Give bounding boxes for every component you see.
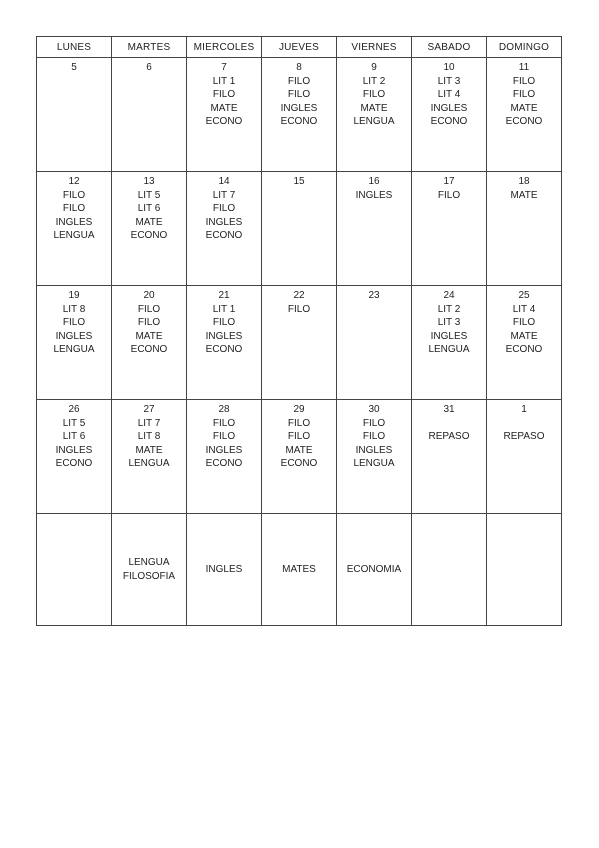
subject-entry: FILO	[287, 417, 311, 429]
subject-entry: FILO	[62, 189, 86, 201]
subject-entry: MATE	[135, 444, 163, 456]
summary-subject: ECONOMIA	[346, 563, 402, 575]
day-number: 6	[146, 62, 152, 73]
subject-entry: MATE	[510, 330, 538, 342]
subject-entry: LIT 5	[62, 417, 86, 429]
day-number: 12	[68, 176, 80, 187]
day-number: 20	[143, 290, 155, 301]
subject-entry: LIT 8	[62, 303, 86, 315]
summary-cell	[412, 514, 487, 626]
subject-entry: LIT 7	[212, 189, 236, 201]
day-number: 27	[143, 404, 155, 415]
day-number: 10	[443, 62, 455, 73]
subject-entry: LENGUA	[428, 344, 470, 356]
subject-entry: FILO	[287, 89, 311, 101]
header-lunes: LUNES	[37, 37, 112, 58]
summary-cell	[112, 514, 187, 626]
subject-entry: FILO	[287, 431, 311, 443]
subject-entry: FILO	[212, 317, 236, 329]
day-cell	[487, 286, 562, 400]
day-number: 15	[293, 176, 305, 187]
subject-entry: ECONO	[505, 116, 543, 128]
subject-entry: LIT 2	[362, 75, 386, 87]
subject-entry: MATE	[135, 330, 163, 342]
blank-line	[487, 417, 561, 431]
subject-entry: MATE	[210, 102, 238, 114]
calendar-body	[37, 58, 562, 626]
day-cell	[112, 58, 187, 172]
week-row	[37, 58, 562, 172]
week-row	[37, 172, 562, 286]
summary-subject: MATES	[282, 563, 316, 575]
day-cell	[262, 172, 337, 286]
subject-entry: ECONO	[130, 230, 168, 242]
day-number: 25	[518, 290, 530, 301]
day-cell	[187, 400, 262, 514]
subject-entry: INGLES	[55, 216, 93, 228]
subject-entry: ECONO	[205, 230, 243, 242]
subject-entry: LIT 1	[212, 303, 236, 315]
subject-entry: ECONO	[280, 458, 318, 470]
subject-entry: ECONO	[430, 116, 468, 128]
week-row	[37, 286, 562, 400]
subject-entry: LIT 5	[137, 189, 161, 201]
subject-entry: LIT 4	[512, 303, 536, 315]
subject-entry: INGLES	[205, 216, 243, 228]
day-number: 24	[443, 290, 455, 301]
day-number: 28	[218, 404, 230, 415]
subject-entry: INGLES	[205, 330, 243, 342]
day-number: 30	[368, 404, 380, 415]
summary-subject: INGLES	[205, 563, 243, 575]
day-cell	[412, 400, 487, 514]
subject-entry: ECONO	[505, 344, 543, 356]
day-number: 14	[218, 176, 230, 187]
day-cell	[487, 172, 562, 286]
day-cell	[337, 172, 412, 286]
day-number: 9	[371, 62, 377, 73]
subject-entry: LIT 8	[137, 431, 161, 443]
day-cell	[37, 400, 112, 514]
subject-entry: LIT 2	[437, 303, 461, 315]
subject-entry: INGLES	[55, 444, 93, 456]
subject-entry: FILO	[137, 317, 161, 329]
subject-entry: FILO	[212, 89, 236, 101]
study-calendar-table	[36, 36, 562, 626]
day-cell	[412, 172, 487, 286]
subject-entry: FILO	[362, 417, 386, 429]
subject-entry: FILO	[62, 203, 86, 215]
summary-cell	[337, 514, 412, 626]
summary-subject: FILOSOFIA	[122, 570, 176, 582]
subject-entry: ECONO	[205, 458, 243, 470]
subject-entry: ECONO	[280, 116, 318, 128]
day-number: 11	[518, 62, 530, 73]
day-number: 18	[518, 176, 530, 187]
subject-entry: FILO	[362, 89, 386, 101]
subject-entry: LIT 7	[137, 417, 161, 429]
day-cell	[187, 286, 262, 400]
subject-entry: FILO	[62, 317, 86, 329]
subject-entry: INGLES	[430, 102, 468, 114]
subject-entry: FILO	[437, 189, 461, 201]
subject-entry: INGLES	[280, 102, 318, 114]
subject-entry: LENGUA	[53, 344, 95, 356]
day-number: 26	[68, 404, 80, 415]
day-cell	[112, 400, 187, 514]
day-number: 21	[218, 290, 230, 301]
header-domingo: DOMINGO	[487, 37, 562, 58]
day-number: 5	[71, 62, 77, 73]
day-number: 8	[296, 62, 302, 73]
summary-cell	[487, 514, 562, 626]
day-number: 16	[368, 176, 380, 187]
summary-row	[37, 514, 562, 626]
day-cell	[262, 58, 337, 172]
day-number: 29	[293, 404, 305, 415]
subject-entry: INGLES	[430, 330, 468, 342]
subject-entry: FILO	[287, 75, 311, 87]
day-cell	[37, 286, 112, 400]
day-cell	[187, 58, 262, 172]
subject-entry: MATE	[510, 102, 538, 114]
summary-cell	[187, 514, 262, 626]
day-cell	[37, 172, 112, 286]
subject-entry: LIT 4	[437, 89, 461, 101]
subject-entry: FILO	[512, 89, 536, 101]
day-cell	[337, 58, 412, 172]
day-cell	[262, 286, 337, 400]
header-jueves: JUEVES	[262, 37, 337, 58]
day-cell	[112, 286, 187, 400]
blank-line	[412, 417, 486, 431]
day-cell	[487, 400, 562, 514]
subject-entry: ECONO	[55, 458, 93, 470]
day-cell	[187, 172, 262, 286]
weekday-header-row	[37, 37, 562, 58]
subject-entry: LENGUA	[128, 458, 170, 470]
header-viernes: VIERNES	[337, 37, 412, 58]
subject-entry: MATE	[285, 444, 313, 456]
subject-entry: INGLES	[205, 444, 243, 456]
subject-entry: FILO	[212, 431, 236, 443]
subject-entry: MATE	[135, 216, 163, 228]
day-cell	[112, 172, 187, 286]
day-number: 7	[221, 62, 227, 73]
subject-entry: LIT 6	[137, 203, 161, 215]
day-cell	[337, 286, 412, 400]
subject-entry: LIT 6	[62, 431, 86, 443]
day-number: 19	[68, 290, 80, 301]
day-number: 23	[368, 290, 380, 301]
day-number: 13	[143, 176, 155, 187]
subject-entry: ECONO	[205, 116, 243, 128]
subject-entry: REPASO	[503, 431, 545, 443]
day-number: 17	[443, 176, 455, 187]
subject-entry: INGLES	[355, 444, 393, 456]
day-cell	[487, 58, 562, 172]
summary-cell	[262, 514, 337, 626]
header-sabado: SABADO	[412, 37, 487, 58]
summary-subject: LENGUA	[128, 556, 170, 568]
header-martes: MARTES	[112, 37, 187, 58]
day-cell	[412, 286, 487, 400]
subject-entry: LENGUA	[353, 116, 395, 128]
day-number: 1	[521, 404, 527, 415]
day-cell	[337, 400, 412, 514]
subject-entry: INGLES	[55, 330, 93, 342]
subject-entry: FILO	[362, 431, 386, 443]
day-number: 22	[293, 290, 305, 301]
day-cell	[262, 400, 337, 514]
subject-entry: FILO	[137, 303, 161, 315]
day-cell	[412, 58, 487, 172]
subject-entry: LIT 3	[437, 317, 461, 329]
subject-entry: INGLES	[355, 189, 393, 201]
day-cell	[37, 58, 112, 172]
subject-entry: MATE	[510, 189, 538, 201]
subject-entry: FILO	[212, 417, 236, 429]
subject-entry: FILO	[212, 203, 236, 215]
subject-entry: LIT 1	[212, 75, 236, 87]
subject-entry: LIT 3	[437, 75, 461, 87]
subject-entry: FILO	[287, 303, 311, 315]
subject-entry: ECONO	[130, 344, 168, 356]
subject-entry: MATE	[360, 102, 388, 114]
summary-cell	[37, 514, 112, 626]
subject-entry: LENGUA	[353, 458, 395, 470]
subject-entry: REPASO	[428, 431, 470, 443]
day-number: 31	[443, 404, 455, 415]
subject-entry: LENGUA	[53, 230, 95, 242]
subject-entry: FILO	[512, 317, 536, 329]
subject-entry: ECONO	[205, 344, 243, 356]
week-row	[37, 400, 562, 514]
header-miercoles: MIERCOLES	[187, 37, 262, 58]
subject-entry: FILO	[512, 75, 536, 87]
